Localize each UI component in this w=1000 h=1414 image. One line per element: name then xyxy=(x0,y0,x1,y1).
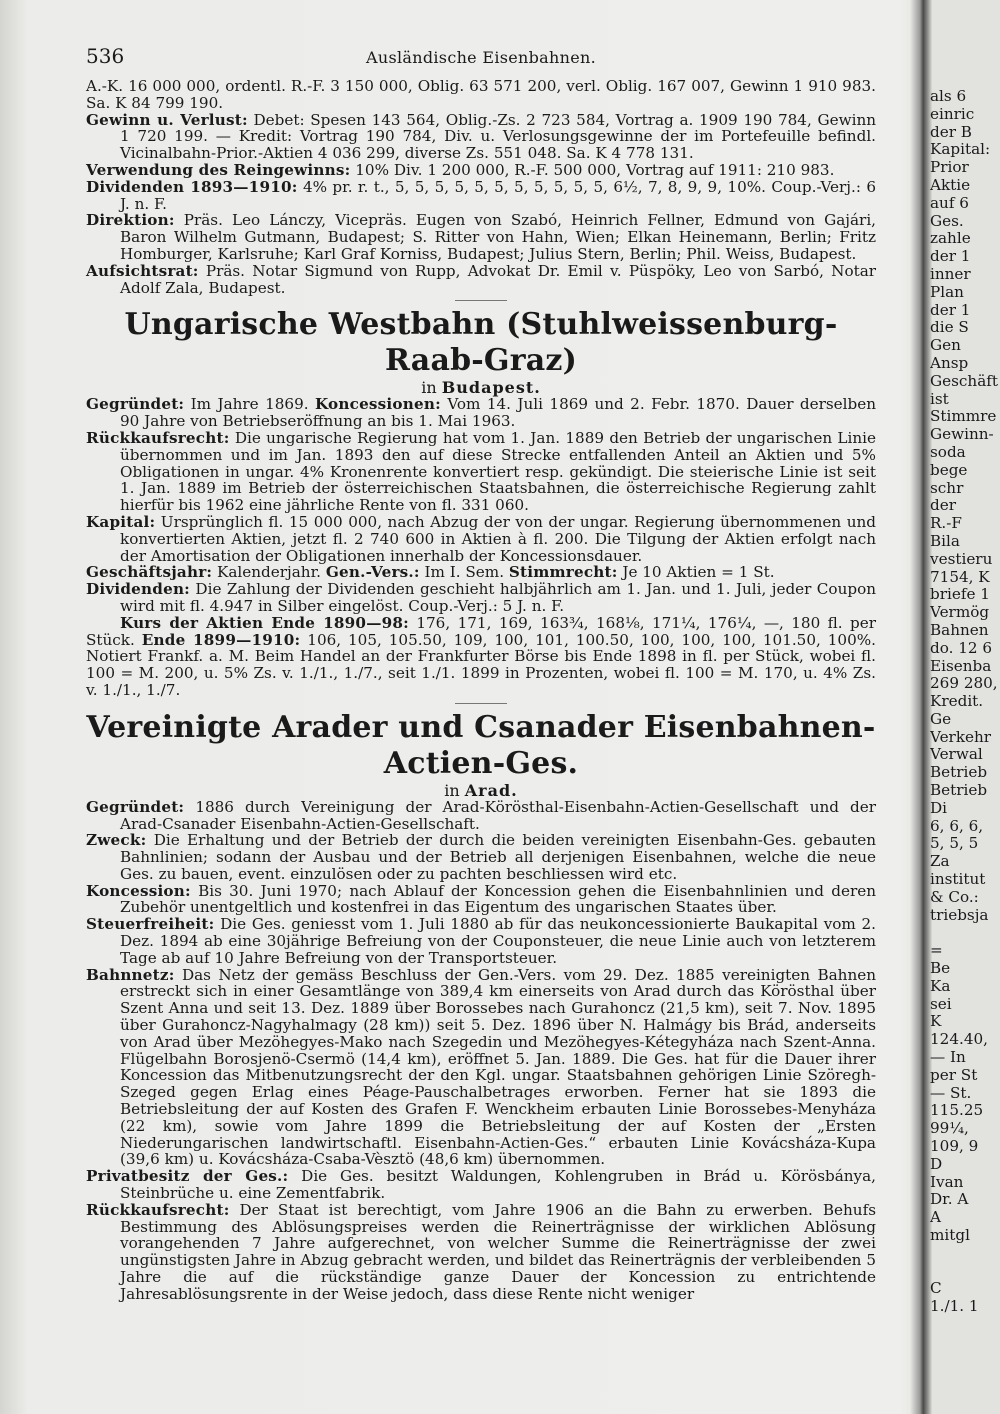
zweck-label: Zweck: xyxy=(86,831,147,850)
gegruendet-label: Gegründet: xyxy=(86,797,185,816)
dividenden-label: Dividenden: xyxy=(86,580,190,599)
facing-page-line xyxy=(930,924,1000,942)
arad-gegruendet-entry xyxy=(86,799,876,833)
facing-page-line: Verwal xyxy=(930,745,983,764)
location-prefix: in xyxy=(444,780,460,800)
facing-page-line: als 6 xyxy=(930,88,967,105)
page-number: 536 xyxy=(86,44,125,68)
bahnnetz-label: Bahnnetz: xyxy=(86,965,175,984)
facing-page-line: einric xyxy=(930,104,975,123)
section-separator xyxy=(455,300,507,301)
kapital-label: Kapital: xyxy=(86,512,156,531)
facing-page-line: 1./1. 1 xyxy=(930,1297,979,1316)
facing-page-line: Verkehr xyxy=(930,727,992,746)
facing-page-line: der B xyxy=(930,122,972,141)
facing-page-line: 7154, K xyxy=(930,567,990,586)
facing-page-line: Ka xyxy=(930,976,951,995)
facing-page-line: Bahnen xyxy=(930,620,989,639)
facing-page-line: Dr. A xyxy=(930,1190,969,1209)
aufsichtsrat-text: Präs. Notar Sigmund von Rupp, Advokat Dr. Emil v. Püspöky, Leo von Sarbó, Notar Adolf Zala, Budapest. xyxy=(120,261,877,297)
facing-page-line: 269 280, xyxy=(930,674,998,693)
facing-page-line: briefe 1 xyxy=(930,585,990,604)
verwendung-label: Verwendung des Reingewinns: xyxy=(86,160,351,179)
facing-page-line: schr xyxy=(930,478,964,497)
koncession-label: Koncession: xyxy=(86,881,191,900)
rueckkaufsrecht-label: Rückkaufsrecht: xyxy=(86,428,230,447)
kurs-text: 176, 171, 169, 163¾, 168⅛, 171¼, 176¼, —, 180 fl. per Stück. xyxy=(86,613,877,649)
running-title: Ausländische Eisenbahnen. xyxy=(366,48,596,67)
facing-page-line: Ansp xyxy=(930,353,969,372)
company-location-arad xyxy=(86,782,876,799)
dividenden-label: Dividenden 1893—1910: xyxy=(86,177,298,196)
westbahn-kapital-entry xyxy=(86,514,876,564)
facing-page-line: Bila xyxy=(930,531,960,550)
location-prefix: in xyxy=(421,378,437,398)
stimmrecht-label: Stimmrecht: xyxy=(508,563,618,582)
company-title-arad: Vereinigte Arader und Csanader Eisenbahnen-Actien-Ges. xyxy=(86,709,876,781)
facing-page-line: 109, 9 xyxy=(930,1137,979,1156)
steuerfreiheit-text: Die Ges. geniesst vom 1. Juli 1880 ab für das neukoncessionierte Baukapital vom 2. Dez. 1894 ab eine 30jährige Befreiung von der Couponsteuer, die neue Linie auch von letzterem Tage ab auf 10 Jahre Befreiung von der Transportsteuer. xyxy=(120,915,876,967)
dividenden-text: 4% pr. r. t., 5, 5, 5, 5, 5, 5, 5, 5, 5, 5, 5, 6½, 7, 8, 9, 9, 10%. Coup.-Verj.: 6 J. n. F. xyxy=(120,177,876,213)
book-gutter-shadow xyxy=(910,0,932,1414)
westbahn-kurs-entry xyxy=(86,615,876,699)
gegruendet-label: Gegründet: xyxy=(86,395,185,414)
privatbesitz-label: Privatbesitz der Ges.: xyxy=(86,1167,289,1186)
facing-page-line: = xyxy=(930,941,943,960)
facing-page-line: Geschäft xyxy=(930,371,998,390)
facing-page-line: die S xyxy=(930,318,969,337)
steuerfreiheit-label: Steuerfreiheit: xyxy=(86,915,215,934)
facing-page-line: Kapital: xyxy=(930,140,991,159)
company-title-westbahn: Ungarische Westbahn (Stuhlweissenburg-Raab-Graz) xyxy=(124,307,838,379)
location-city: Arad. xyxy=(464,780,518,800)
direktion-text: Präs. Leo Lánczy, Vicepräs. Eugen von Szabó, Heinrich Fellner, Edmund von Gajári, Baron Wilhelm Gutmann, Budapest; S. Ritter von Hahn, Wien; Elkan Heinemann, Berlin; Fritz Homburger, Karlsruhe; Karl Graf Korniss, Budapest; Julius Stern, Berlin; Phil. Weiss, Budapest. xyxy=(120,211,877,263)
facing-page-line: ist xyxy=(930,389,949,408)
facing-page-line: 99¼, xyxy=(930,1119,969,1138)
running-head xyxy=(86,44,876,78)
facing-page-line: Eisenba xyxy=(930,656,992,675)
aufsichtsrat-label: Aufsichtsrat: xyxy=(86,261,199,280)
facing-page-line: Di xyxy=(930,798,948,817)
geschaeftsjahr-text: Kalenderjahr. xyxy=(217,563,321,582)
main-column xyxy=(86,44,876,1303)
facing-page-line: — St. xyxy=(930,1083,972,1102)
facing-page-line: institut xyxy=(930,870,986,889)
facing-page-line: 6, 6, 6, xyxy=(930,816,984,835)
koncessionen-text: Vom 14. Juli 1869 und 2. Febr. 1870. Dauer derselben 90 Jahre von Betriebseröffnung an bis 1. Mai 1963. xyxy=(120,395,877,431)
facing-page-fragment xyxy=(930,88,1000,1316)
facing-page-line: Aktie xyxy=(930,175,971,194)
facing-page-line: do. 12 6 xyxy=(930,638,993,657)
westbahn-dividenden-entry xyxy=(86,581,876,615)
arad-bahnnetz-entry xyxy=(86,967,876,1169)
rueckkaufsrecht-text: Der Staat ist berechtigt, vom Jahre 1906 an die Bahn zu erwerben. Behufs Bestimmung des Ablösungspreises werden die Reinerträgnisse der wirklichen Ablösung vorangehenden 7 Jahre aufgerechnet, von welcher Summe die Reinerträgnisse der zwei ungünstigsten Jahre in Abzug gebracht werden, und bildet das Reinerträgnis der verbleibenden 5 Jahre die auf die rückständige ganze Dauer der Koncession zu entrichtende Jahresablösungsrente in der Weise jedoch, dass diese Rente nicht weniger xyxy=(120,1200,877,1303)
facing-page-line: Vermög xyxy=(930,603,990,622)
facing-page-line: Be xyxy=(930,959,951,978)
facing-page-line: der xyxy=(930,496,956,515)
kurs-label: Kurs der Aktien Ende 1890—98: xyxy=(120,613,409,632)
facing-page-line: 115.25 xyxy=(930,1101,984,1120)
facing-page-line: Za xyxy=(930,852,950,871)
arad-koncession-entry xyxy=(86,883,876,917)
facing-page-line: Betrieb xyxy=(930,763,988,782)
gegruendet-text: Im Jahre 1869. xyxy=(190,395,309,414)
facing-page-line: der 1 xyxy=(930,247,971,266)
westbahn-gegruendet-entry xyxy=(86,396,876,430)
facing-page-line: Betrieb xyxy=(930,781,988,800)
koncession-text: Bis 30. Juni 1970; nach Ablauf der Koncession gehen die Eisenbahnlinien und deren Zubehör unentgeltlich und kostenfrei in das Eigentum des ungarischen Staates über. xyxy=(120,881,877,917)
facing-page-line: — In xyxy=(930,1048,966,1067)
direktion-label: Direktion: xyxy=(86,211,175,230)
facing-page-line: soda xyxy=(930,442,966,461)
facing-page-line: auf 6 xyxy=(930,193,969,212)
verwendung-entry xyxy=(86,162,876,179)
dividenden-text: Die Zahlung der Dividenden geschieht halbjährlich am 1. Jan. und 1. Juli, jeder Coupon wird mit fl. 4.947 in Silber eingelöst. Coup.-Verj.: 5 J. n. F. xyxy=(120,580,877,615)
stimmrecht-text: Je 10 Aktien = 1 St. xyxy=(622,563,775,582)
facing-page-line: per St xyxy=(930,1065,978,1084)
facing-page-line: Gen xyxy=(930,336,961,355)
rueckkaufsrecht-text: Die ungarische Regierung hat vom 1. Jan. 1889 den Betrieb der ungarischen Linie übernommen und im Jan. 1893 den auf diese Strecke entfallenden Anteil an Aktien und 5% Obligationen in ungar. 4% Kronenrente konvertiert resp. gekündigt. Die steierische Linie ist seit 1. Jan. 1889 im Betrieb der österreichischen Staatsbahnen, die österreichische Regierung zahlt hierfür bis 1962 eine jährliche Rente von fl. 331 060. xyxy=(120,428,876,515)
facing-page-line: inner xyxy=(930,264,971,283)
facing-page-line: triebsja xyxy=(930,905,989,924)
facing-page-line: 5, 5, 5 xyxy=(930,834,979,853)
facing-page-line: mitgl xyxy=(930,1226,970,1244)
gewinn-verlust-label: Gewinn u. Verlust: xyxy=(86,110,248,129)
facing-page-line: zahle xyxy=(930,229,971,248)
facing-page-line: K xyxy=(930,1012,942,1031)
facing-page-line: Stimmre xyxy=(930,407,997,426)
facing-page-line xyxy=(930,1263,1000,1281)
facing-page-line: & Co.: xyxy=(930,887,979,906)
ende-text: 106, 105, 105.50, 109, 100, 101, 100.50, 100, 100, 100, 101.50, 100%. Notiert Frankf. a. M. Beim Handel an der Frankfurter Börse bis Ende 1898 in fl. per Stück, wobei fl. 100 = M. 200, u. 5% Zs. v. 1./1., 1./7., seit 1./1. 1899 in Prozenten, wobei fl. 100 = M. 170, u. 4% Zs. v. 1./1., 1./7. xyxy=(86,630,877,699)
arad-rueckkauf-entry xyxy=(86,1202,876,1303)
facing-page-line: Ge xyxy=(930,709,952,728)
facing-page-line: Kredit. xyxy=(930,692,984,711)
koncessionen-label: Koncessionen: xyxy=(314,395,441,414)
gewinn-verlust-text: Debet: Spesen 143 564, Oblig.-Zs. 2 723 584, Vortrag a. 1909 190 784, Gewinn 1 720 199. — Kredit: Vortrag 190 784, Div. u. Verlosungsgewinne der im Portefeuille befindl. Vicinalbahn-Prior.-Aktien 4 036 299, diverse Zs. 551 048. Sa. K 4 778 131. xyxy=(120,110,877,163)
location-city: Budapest. xyxy=(441,378,541,398)
privatbesitz-text: Die Ges. besitzt Waldungen, Kohlengruben in Brád u. Körösbánya, Steinbrüche u. eine Zementfabrik. xyxy=(120,1167,877,1203)
kapital-text: Ursprünglich fl. 15 000 000, nach Abzug der von der ungar. Regierung übernommenen und konvertierten Aktien, jetzt fl. 2 740 600 in Aktien à fl. 200. Die Tilgung der Aktien erfolgt nach der Amortisation der Obligationen innerhalb der Koncessionsdauer. xyxy=(120,512,876,565)
facing-page-line: vestieru xyxy=(930,549,993,568)
facing-page-line: Ivan xyxy=(930,1172,964,1191)
bahnnetz-text: Das Netz der gemäss Beschluss der Gen.-Vers. vom 29. Dez. 1885 vereinigten Bahnen erstreckt sich in einer Gesamtlänge von 389,4 km einerseits von Arad durch das Körösthal über Szent Anna und seit 13. Dez. 1889 über Borossebes nach Gurahoncz (21,5 km), seit 7. Nov. 1895 über Gurahoncz-Nagyhalmagy (28 km)) seit 5. Dez. 1896 über N. Halmágy bis Brád, anderseits von Arad über Mezöhegyes-Mako nach Szegedin und Mezöhegyes-Kétegyháza nach Szent-Anna. Flügelbahn Borosjenö-Csermö (14,4 km), eröffnet 5. Jan. 1889. Die Ges. hat für die Dauer ihrer Koncession das Mitbenutzungsrecht der den Kgl. ungar. Staatsbahnen gehörigen Linie Szöregh-Szeged gegen Erlag eines Péage-Pauschalbetrages erworben. Ferner hat sie 1893 die Betriebsleitung der auf Kosten des Grafen F. Wenckheim erbauten Linie Borossebes-Menyháza (22 km), sowie vom Jahre 1899 die Betriebsleitung der auf Kosten der „Ersten Niederungarischen landwirtschaftl. Eisenbahn-Actien-Ges.“ erbauten Linie Kovácsháza-Kupa (39,6 km) u. Kovácsháza-Csaba-Vèsztö (48,6 km) übernommen. xyxy=(120,965,876,1169)
zweck-text: Die Erhaltung und der Betrieb der durch die beiden vereinigten Eisenbahn-Ges. gebauten Bahnlinien; sodann der Ausbau und der Betrieb all derjenigen Eisenbahnen, welche die neue Ges. zu bauen, event. einzulösen oder zu pachten beschliessen wird etc. xyxy=(120,831,877,883)
facing-page-line: C xyxy=(930,1279,942,1298)
facing-page-line: der 1 xyxy=(930,300,971,319)
arad-steuerfreiheit-entry xyxy=(86,916,876,966)
facing-page-line: A xyxy=(930,1208,941,1227)
ende-label: Ende 1899—1910: xyxy=(141,630,301,649)
arad-zweck-entry xyxy=(86,832,876,882)
facing-page-line: R.-F xyxy=(930,514,962,533)
balance-sheet-end: A.-K. 16 000 000, ordentl. R.-F. 3 150 000, Oblig. 63 571 200, verl. Oblig. 167 007, Gewinn 1 910 983. Sa. K 84 799 190. xyxy=(86,77,876,112)
verwendung-text: 10% Div. 1 200 000, R.-F. 500 000, Vortrag auf 1911: 210 983. xyxy=(355,160,835,179)
westbahn-rueckkauf-entry xyxy=(86,430,876,514)
westbahn-geschaeftsjahr-entry xyxy=(86,564,876,581)
facing-page-line: Gewinn- xyxy=(930,425,994,444)
gen-vers-label: Gen.-Vers.: xyxy=(325,563,420,582)
geschaeftsjahr-label: Geschäftsjahr: xyxy=(86,563,213,582)
dividenden-entry xyxy=(86,179,876,213)
facing-page-line: 124.40, xyxy=(930,1030,988,1049)
direktion-entry xyxy=(86,212,876,262)
facing-page-line: Prior xyxy=(930,158,969,177)
facing-page-line: D xyxy=(930,1154,943,1173)
section-separator xyxy=(455,703,507,704)
gewinn-verlust-entry xyxy=(86,112,876,162)
arad-privatbesitz-entry xyxy=(86,1168,876,1202)
company-location-westbahn xyxy=(86,379,876,396)
facing-page-line: Plan xyxy=(930,282,964,301)
rueckkaufsrecht-label: Rückkaufsrecht: xyxy=(86,1200,230,1219)
facing-page-line: sei xyxy=(930,994,952,1013)
gegruendet-text: 1886 durch Vereinigung der Arad-Körösthal-Eisenbahn-Actien-Gesellschaft und der Arad-Csanader Eisenbahn-Actien-Gesellschaft. xyxy=(120,797,877,833)
facing-page-line xyxy=(930,1245,1000,1263)
gen-vers-text: Im I. Sem. xyxy=(424,563,505,582)
facing-page-line: bege xyxy=(930,460,968,479)
facing-page-line: Ges. xyxy=(930,211,964,230)
aufsichtsrat-entry xyxy=(86,263,876,297)
